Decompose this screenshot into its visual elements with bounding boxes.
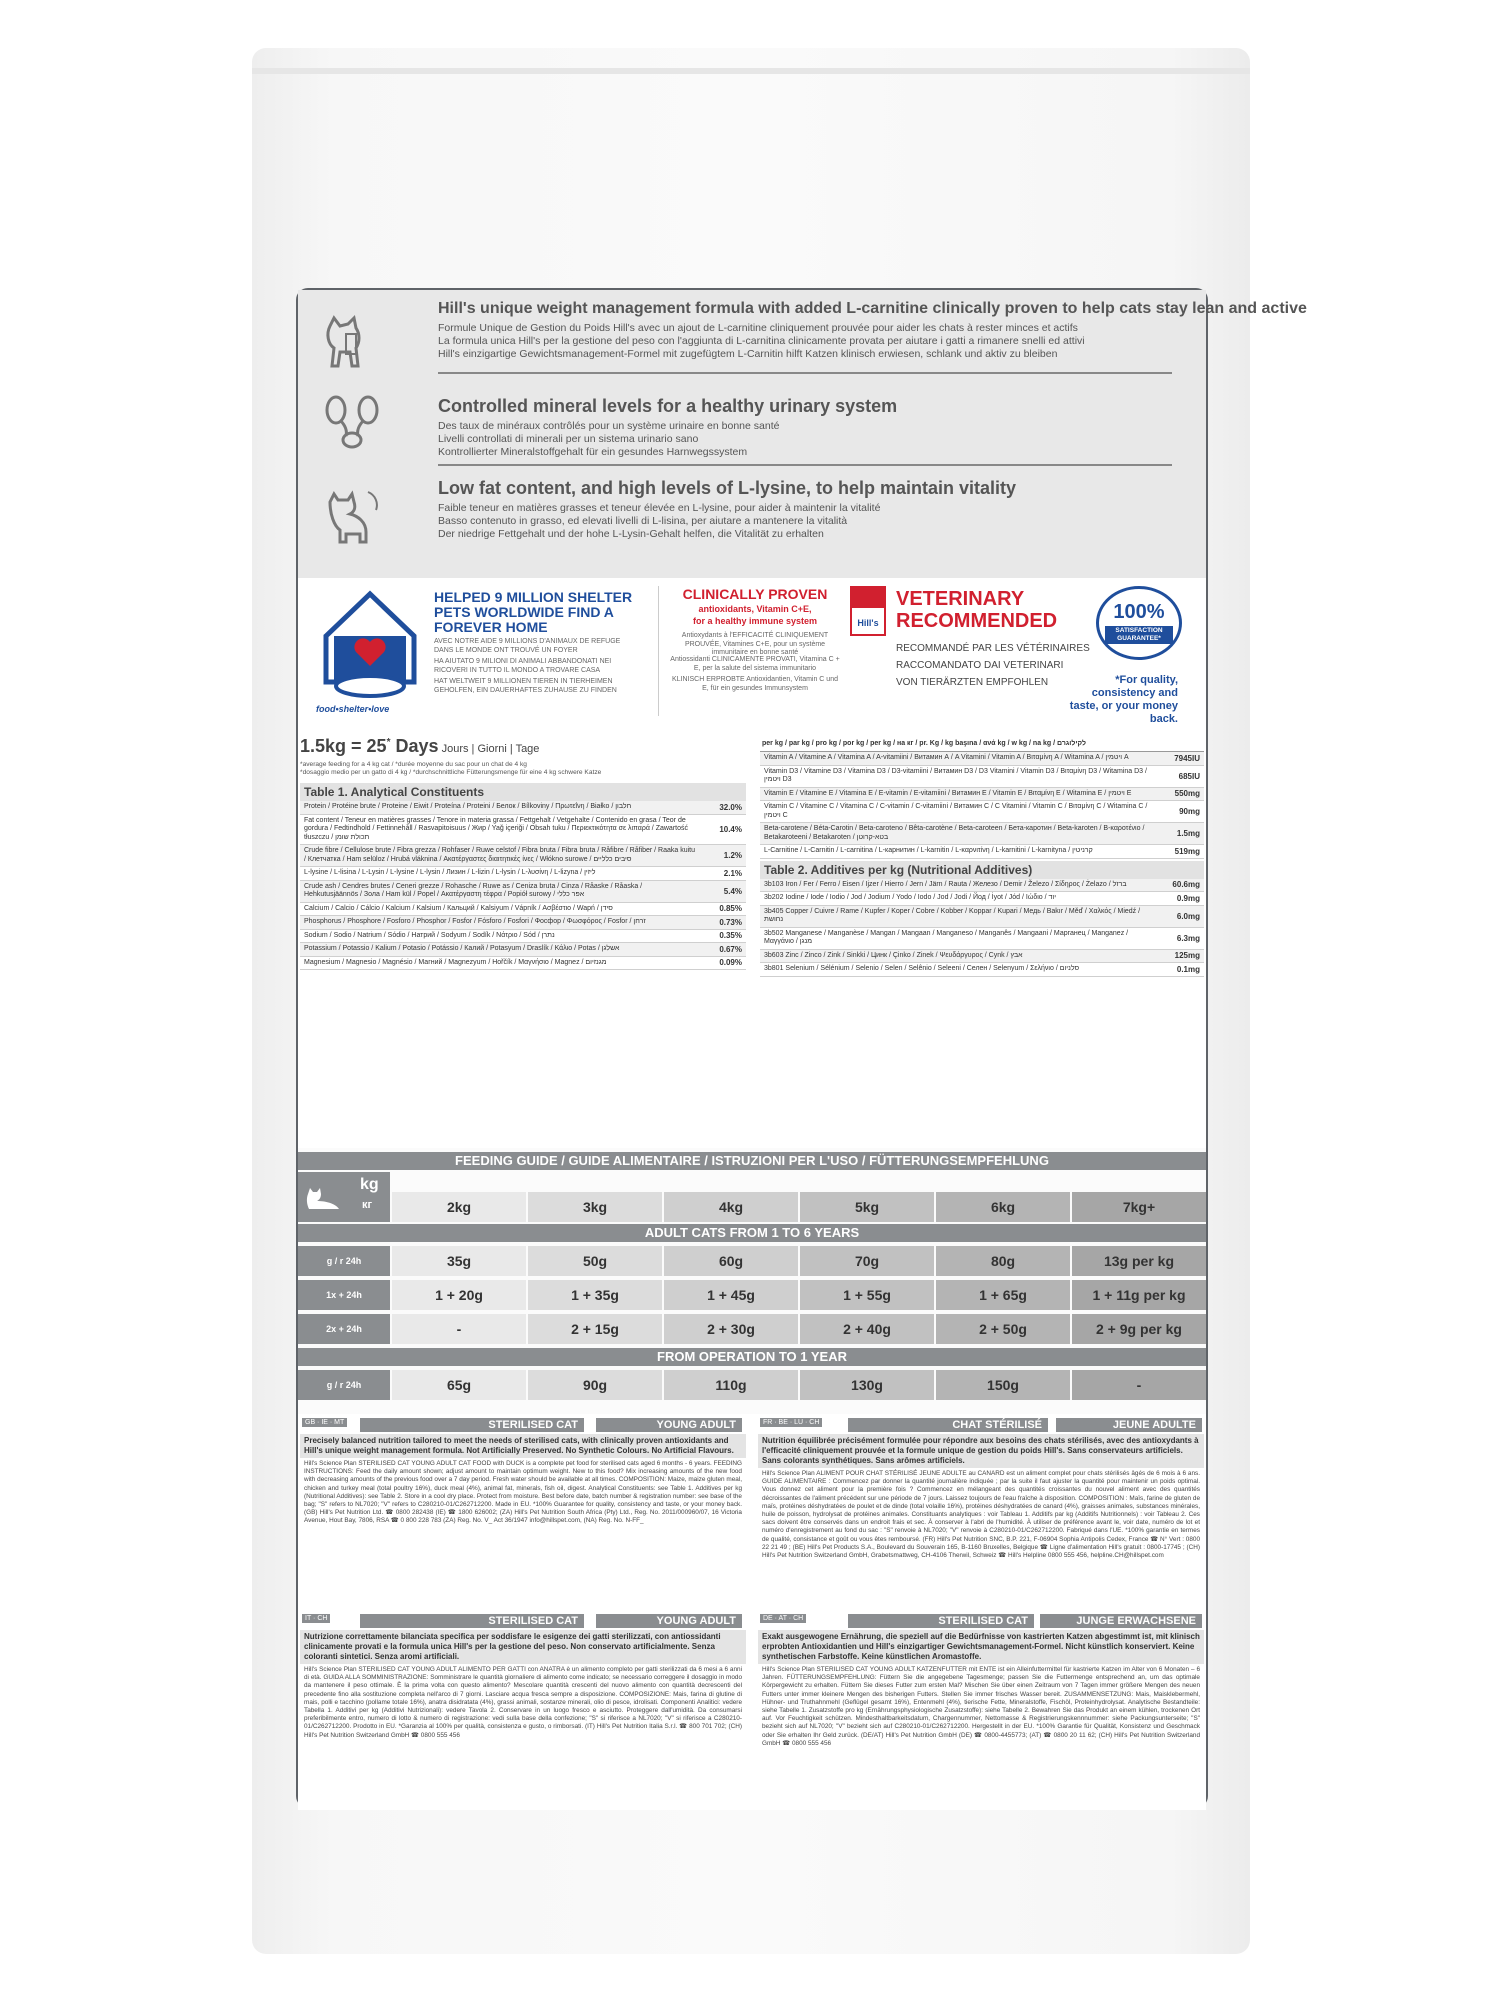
clinical-headline: CLINICALLY PROVEN — [682, 586, 828, 602]
table-row — [760, 823, 1204, 845]
per-kg-header: per kg / par kg / pro kg / por kg / per kg / на кг / pr. Kg / kg başına / ανά kg / w kg / na kg / לקילוגרם — [760, 736, 1204, 752]
benefit-vitality-de: Der niedrige Fettgehalt und der hohe L-Lysin-Gehalt helfen, die Vitalität zu erhalten — [438, 528, 824, 540]
shelter-it: HA AIUTATO 9 MILIONI DI ANIMALI ABBANDONATI NEI RICOVERI IN TUTTO IL MONDO A TROVARE CASA — [434, 658, 612, 674]
feeding-cell: 70g — [800, 1246, 934, 1276]
nutrient-value: 90mg — [1179, 807, 1200, 816]
benefit-vitality-it: Basso contenuto in grasso, ed elevati livelli di L-lisina, per aiutare a mantenere la vitalità — [438, 515, 848, 527]
benefit-urinary-de: Kontrollierter Mineralstoffgehalt für ein gesundes Harnwegssystem — [438, 446, 748, 458]
table-row — [300, 867, 746, 881]
benefit-urinary-it: Livelli controllati di minerali per un sistema urinario sano — [438, 433, 699, 445]
table-row — [300, 815, 746, 846]
flags-en: GB · IE · MT — [302, 1418, 347, 1427]
benefit-urinary-headline: Controlled mineral levels for a healthy urinary system — [438, 396, 898, 416]
text-block-fr-header — [758, 1418, 1204, 1432]
benefit-vitality — [298, 478, 1206, 574]
text-block-it-header — [300, 1614, 746, 1628]
flags-de: DE · AT · CH — [760, 1614, 806, 1623]
feeding-cell: 2 + 9g per kg — [1072, 1314, 1206, 1344]
days-star: * — [386, 737, 391, 748]
feeding-cell: 2 + 15g — [528, 1314, 662, 1344]
nutrient-value: 7945IU — [1174, 753, 1200, 763]
nutrient-name: 3b502 Manganese / Manganèse / Mangan / Mangaan / Manganeso / Manganês / Mangaani / Марганец / Manganez / Μαγγάνιο / מנגן — [764, 929, 1129, 945]
table-row — [760, 788, 1204, 802]
text-block-it — [300, 1614, 746, 1742]
table-row — [760, 892, 1204, 906]
nutrient-name: L-lysine / L-lisina / L-Lysin / L-lysine / L-lysin / Лизин / L-lizin / L-lysin / L-λυσίνη / L-lizyna / ליזין — [304, 869, 596, 876]
clinical-fr: Antioxydants à l'EFFICACITÉ CLINIQUEMENT PROUVÉE, Vitamines C+E, pour un système immunitaire en bonne santé — [681, 632, 829, 656]
op-dry-row-icon: g / r 24h — [298, 1370, 390, 1400]
nutrient-name: Crude fibre / Cellulose brute / Fibra grezza / Rohfaser / Ruwe celstof / Fibra bruta / Fibra bruta / Råfibre / Råfiber / Raaka kuitu / Клетчатка / Ham selüloz / Hrubá vláknina / Ακατέργαστες διαιτητικές ίνες / Włókno surowe / סיבים כלליים — [304, 847, 696, 863]
nutrient-name: 3b103 Iron / Fer / Ferro / Eisen / Ijzer / Hierro / Jern / Järn / Rauta / Железо / Demir / Železo / Σίδηρος / Żelazo / ברזל — [764, 880, 1127, 888]
weight-header-cell: 4kg — [664, 1192, 798, 1222]
feeding-cell: 60g — [664, 1246, 798, 1276]
nutrient-name: Calcium / Calcio / Cálcio / Kalcium / Kalsium / Кальций / Kalsiyum / Vápník / Ασβέστιο / Wapń / סידן — [304, 904, 613, 912]
clinical-it: Antiossidanti CLINICAMENTE PROVATI, Vitamina C + E, per la salute del sistema immunitario — [670, 656, 840, 672]
feeding-cell: 50g — [528, 1246, 662, 1276]
feeding-guide-title: FEEDING GUIDE / GUIDE ALIMENTAIRE / ISTRUZIONI PER L'USO / FÜTTERUNGSEMPFEHLUNG — [298, 1152, 1206, 1170]
body-it: Hill's Science Plan STERILISED CAT YOUNG ADULT ALIMENTO PER GATTI con ANATRA è un alimento completo per gatti sterilizzati da 6 mesi a 6 anni di età. GUIDA ALLA SOMMINISTRAZIONE: Somministrare le quantità giornaliere di alimento come indicato; se necessario correggere il dosaggio in modo da mantenere il peso ottimale. È la prima volta con questo alimento? Mescolare quantità crescenti del nuovo alimento con quantità decrescenti del precedente fino alla sostituzione completa nell'arco di 7 giorni. Lasciare acqua fresca sempre a disposizione. COMPOSIZIONE: Mais, farina di glutine di mais, polli e tacchino (pollame totale 16%), anatra disidratata (4%), grassi animali, sostanze minerali, olio di pesce, idrolisati. Componenti Analitici: vedere Tabella 1. Additivi per kg (Additivi Nutrizionali): vedere Tavola 2. Conservare in un luogo fresco e asciutto. Proteggere dall'umidità. Da consumarsi preferibilmente entro, numero di lotto & numero di registrazione: vedi sulla base della confezione; "S" si riferisce a NL7020; "V" si riferisce a C280210-01/C262712200. Prodotto in EU. *Garanzia al 100% per qualità, consistenza e gusto, o rimborsati. (IT) Hill's Pet Nutrition Italia S.r.l. ☎ 800 701 702; (CH) Hill's Pet Nutrition Switzerland GmbH ☎ 0800 555 456 — [304, 1666, 742, 1739]
nutrient-name: 3b801 Selenium / Sélénium / Selenio / Selen / Selênio / Seleeni / Селен / Selenyum / Σελήνιο / סלניום — [764, 965, 1080, 972]
kg-label-cyrillic: кг — [362, 1199, 373, 1211]
feeding-cell: 2 + 40g — [800, 1314, 934, 1344]
shelter-headline: HELPED 9 MILLION SHELTER PETS WORLDWIDE FIND A FOREVER HOME — [434, 589, 633, 635]
table-row — [300, 957, 746, 971]
weight-header-cell: 6kg — [936, 1192, 1070, 1222]
dry-food-row-icon: g / r 24h — [298, 1246, 390, 1276]
benefit-weight-it: La formula unica Hill's per la gestione del peso con l'aggiunta di L-carnitina clinicamente provata per aiutare i gatti a rimanere snelli ed attivi — [438, 335, 1085, 347]
clinical-sub2: for a healthy immune system — [692, 616, 818, 626]
left-column — [300, 736, 746, 970]
feeding-cell: 1 + 55g — [800, 1280, 934, 1310]
table-row — [300, 845, 746, 867]
table-row — [300, 916, 746, 930]
nutrient-name: Vitamin A / Vitamine A / Vitamina A / A-vitamiini / Витамин А / A Vitamini / Vitamin A / Βιταμίνη A / Witamina A / ויטמין A — [764, 754, 1129, 761]
multilingual-text — [298, 1414, 1206, 1810]
cat-vitality-icon — [320, 484, 384, 548]
feeding-cell: 35g — [392, 1246, 526, 1276]
nutrient-name: 3b405 Copper / Cuivre / Rame / Kupfer / Koper / Cobre / Kobber / Koppar / Kupari / Медь / Bakır / Měď / Χαλκός / Miedź / נחושת — [764, 907, 1141, 923]
lead-it: Nutrizione correttamente bilanciata specifica per soddisfare le esigenze dei gatti sterilizzati, con antiossidanti clinicamente provati e la formula unica Hill's per la gestione del peso. Non conservato artificialmente. Senza coloranti sintetici. Senza aromi artificiali. — [300, 1630, 746, 1664]
guarantee-text: SATISFACTION GUARANTEE* — [1105, 626, 1173, 644]
benefit-weight-fr: Formule Unique de Gestion du Poids Hill's avec un ajout de L-carnitine cliniquement prouvée pour aider les chats à rester minces et actifs — [438, 322, 1078, 334]
table-row — [760, 906, 1204, 928]
text-block-fr — [758, 1418, 1204, 1562]
hills-logo-text: Hill's — [857, 618, 879, 628]
nutrient-value: 685IU — [1178, 771, 1200, 781]
guarantee-percent: 100% — [1113, 601, 1165, 623]
tag-young-adult-en: YOUNG ADULT — [596, 1418, 742, 1432]
vet-de: VON TIERÄRZTEN EMPFOHLEN — [896, 677, 1049, 688]
weight-header-cell: 2kg — [392, 1192, 526, 1222]
nutrient-value: 6.3mg — [1176, 933, 1200, 943]
feeding-cell: 2 + 50g — [936, 1314, 1070, 1344]
nutrient-value: 0.35% — [719, 931, 742, 941]
nutrient-value: 1.5mg — [1176, 829, 1200, 838]
nutrient-value: 1.2% — [723, 851, 742, 860]
flags-fr: FR · BE · LU · CH — [760, 1418, 822, 1427]
nutrient-value: 0.67% — [719, 944, 742, 954]
tag-young-adult-de: JUNGE ERWACHSENE — [1040, 1614, 1202, 1628]
urinary-system-icon — [320, 388, 384, 452]
benefit-weight — [298, 296, 1307, 392]
nutrient-name: 3b202 Iodine / Iode / Iodio / Jod / Jodium / Yodo / Iodo / Jod / Jodi / Йод / İyot / Jód / Ιώδιο / יוד — [764, 894, 1057, 901]
feeding-cell: 1 + 20g — [392, 1280, 526, 1310]
table-row — [760, 879, 1204, 893]
table-row — [300, 801, 746, 815]
table1-rows — [300, 801, 746, 970]
divider — [438, 464, 1172, 466]
nutrient-value: 0.85% — [719, 904, 742, 914]
weight-header-cell: 3kg — [528, 1192, 662, 1222]
text-block-en-header — [300, 1418, 746, 1432]
nutrient-name: Sodium / Sodio / Natrium / Sódio / Натрий / Sodyum / Sodík / Νάτριο / Sód / נתרן — [304, 931, 555, 939]
nutrient-value: 2.1% — [723, 868, 742, 878]
feeding-cell: 80g — [936, 1246, 1070, 1276]
benefit-vitality-headline: Low fat content, and high levels of L-lysine, to help maintain vitality — [438, 478, 1017, 498]
feeding-cell: 150g — [936, 1370, 1070, 1400]
benefit-urinary — [298, 386, 1206, 478]
nutrient-value: 550mg — [1174, 789, 1200, 799]
bag-seal-top — [252, 68, 1250, 74]
feeding-cell: 2 + 30g — [664, 1314, 798, 1344]
text-block-de — [758, 1614, 1204, 1750]
nutrient-name: Magnesium / Magnesio / Magnésio / Магний / Magnezyum / Hořčík / Μαγνήσιο / Magnez / מגנזיום — [304, 958, 607, 966]
table2-rows — [760, 879, 1204, 977]
lead-de: Exakt ausgewogene Ernährung, die speziell auf die Bedürfnisse von kastrierten Katzen abgestimmt ist, mit klinisch erprobten Antioxidantien und Hill's einzigartiger Gewichtsmanagement-Formel. Nicht künstlich konserviert. Keine synthetischen Farbstoffe. Keine künstlichen Aromastoffe. — [758, 1630, 1204, 1664]
weight-header-cell: 7kg+ — [1072, 1192, 1206, 1222]
weight-header-cell: 5kg — [800, 1192, 934, 1222]
kg-label: kg — [360, 1176, 379, 1193]
feeding-cell: 13g per kg — [1072, 1246, 1206, 1276]
feeding-cell: 1 + 45g — [664, 1280, 798, 1310]
per-kg-rows — [760, 752, 1204, 859]
wet-1x-row-icon: 1x + 24h — [298, 1280, 390, 1310]
lead-en: Precisely balanced nutrition tailored to meet the needs of sterilised cats, with clinically proven antioxidants and Hill's unique weight management formula. Not Artificially Preserved. No Synthetic Colours. No Artificial Flavours. — [300, 1434, 746, 1458]
days-unit: Days — [390, 736, 439, 756]
nutrient-value: 519mg — [1174, 846, 1200, 856]
wet-2x-row-icon: 2x + 24h — [298, 1314, 390, 1344]
text-block-en — [300, 1418, 746, 1528]
benefit-urinary-fr: Des taux de minéraux contrôlés pour un système urinaire en bonne santé — [438, 420, 780, 432]
body-en: Hill's Science Plan STERILISED CAT YOUNG ADULT CAT FOOD with DUCK is a complete pet food for sterilised cats aged 6 months - 6 years. FEEDING INSTRUCTIONS: Feed the daily amount shown; adjust amount to maintain optimum weight. New to this food? Mix increasing amounts of the new food with decreasing amounts of the previous food over a 7 day period. Fresh water should be available at all times. COMPOSITION: Maize, maize gluten meal, chicken and turkey meal (total poultry 16%), duck meal (4%), animal fat, minerals, fish oil, digest. Analytical Constituents: see Table 1. Additives per kg (Nutritional Additives): see Table 2. Store in a cool dry place. Protect from moisture. Best before date, batch number & registration number: see base of the bag; "S" refers to NL7020; "V" refers to C280210-01/C262712200. Made in EU. *100% Guarantee for quality, consistency and taste, or your money back. (GB) Hill's Pet Nutrition Ltd. ☎ 0800 282438 (IE) ☎ 1800 626002; (ZA) Hill's Pet Nutrition South Africa (Pty) Ltd., Reg. No. 2011/000960/07, 16 Victoria Avenue, Hout Bay, 7806, RSA ☎ 0 800 228 783 (ZA) Reg. No. V_ Act 36/1947 info@hillspet.com, (NA) Reg. No. N-FF_ — [304, 1460, 742, 1525]
divider — [658, 586, 659, 716]
days-note-2: *dosaggio medio per un gatto di 4 kg / *durchschnittliche Fütterungsmenge für eine 4 kg schwere Katze — [300, 769, 602, 776]
table-row — [760, 752, 1204, 766]
table-row — [760, 766, 1204, 788]
nutrient-value: 60.6mg — [1172, 880, 1200, 890]
benefit-vitality-fr: Faible teneur en matières grasses et teneur élevée en L-lysine, pour aider à maintenir la vitalité — [438, 502, 881, 514]
adult-cats-bar: ADULT CATS FROM 1 TO 6 YEARS — [298, 1224, 1206, 1242]
text-block-de-header — [758, 1614, 1204, 1628]
table-row — [300, 930, 746, 944]
table2-title: Table 2. Additives per kg (Nutritional Additives) — [760, 861, 1204, 879]
nutrient-name: Potassium / Potassio / Kalium / Potasio / Potássio / Калий / Potasyum / Draslík / Κάλιο / Potas / אשלגן — [304, 945, 620, 952]
nutrient-name: Vitamin E / Vitamine E / Vitamina E / E-vitamin / E-vitamiini / Витамин Е / Vitamin E / Βιταμίνη E / Witamina E / ויטמין E — [764, 789, 1132, 797]
feeding-cell: - — [1072, 1370, 1206, 1400]
feeding-cell: 110g — [664, 1370, 798, 1400]
vet-headline-2: RECOMMENDED — [896, 610, 1058, 632]
nutrient-name: 3b603 Zinc / Zinco / Zink / Sinkki / Цинк / Çinko / Zinek / Ψευδάργυρος / Cynk / אבץ — [764, 951, 1023, 959]
table1-title: Table 1. Analytical Constituents — [300, 783, 746, 801]
nutrient-value: 0.9mg — [1176, 893, 1200, 903]
nutrient-name: Beta-carotene / Béta-Carotin / Beta-caroteno / Bêta-carotène / Beta-caroteen / Бета-каротин / Beta-karoten / Β-καροτένιο / Betakaroteeni / Betakaroten / בטא-קרוטן — [764, 825, 1145, 841]
nutrition-tables — [298, 728, 1206, 1148]
from-operation-bar: FROM OPERATION TO 1 YEAR — [298, 1348, 1206, 1366]
back-label — [296, 288, 1307, 1808]
right-column — [760, 736, 1204, 977]
nutrient-name: Protein / Protéine brute / Proteine / Eiwit / Proteína / Proteini / Белок / Bílkoviny / Πρωτεΐνη / Białko / חלבון — [304, 803, 632, 810]
hills-logo — [850, 586, 886, 636]
cat-weight-header-icon — [298, 1172, 390, 1222]
shelter-fr: AVEC NOTRE AIDE 9 MILLIONS D'ANIMAUX DE REFUGE DANS LE MONDE ONT TROUVÉ UN FOYER — [434, 638, 621, 654]
lead-fr: Nutrition équilibrée précisément formulée pour répondre aux besoins des chats stérilisés, avec des antioxydants à l'efficacité cliniquement prouvée et la formule unique de gestion du poids Hill's. Sans conservateurs artificiels. Sans colorants synthétiques. Sans arômes artificiels. — [758, 1434, 1204, 1468]
feeding-cell: 1 + 65g — [936, 1280, 1070, 1310]
table-row — [760, 963, 1204, 977]
nutrient-value: 32.0% — [719, 802, 742, 812]
benefit-weight-de: Hill's einzigartige Gewichtsmanagement-Formel mit zugefügtem L-Carnitin hilft Katzen klinisch erwiesen, schlank und aktiv zu bleiben — [438, 348, 1058, 360]
nutrient-value: 10.4% — [719, 824, 742, 834]
nutrient-name: Vitamin D3 / Vitamine D3 / Vitamina D3 / D3-vitamiini / Витамин D3 / D3 Vitamini / Vitamin D3 / Βιταμίνη D3 / Witamina D3 / ויטמין D3 — [764, 767, 1147, 783]
shelter-de: HAT WELTWEIT 9 MILLIONEN TIEREN IN TIERHEIMEN GEHOLFEN, EIN DAUERHAFTES ZUHAUSE ZU FINDEN — [434, 678, 617, 694]
body-fr: Hill's Science Plan ALIMENT POUR CHAT STÉRILISÉ JEUNE ADULTE au CANARD est un aliment complet pour chats stérilisés âgés de 6 mois à 6 ans. GUIDE ALIMENTAIRE : Commencez par donner la quantité journalière indiquée ; par la suite il faut ajuster la quantité pour maintenir un poids optimal. Vous donnez cet aliment pour la première fois ? Commencez en mélangeant des quantités croissantes du nouvel aliment avec des quantités décroissantes de l'aliment précédent sur une période de 7 jours. Laissez toujours de l'eau fraîche à disposition. COMPOSITION : Maïs, farine de gluten de maïs, protéines déshydratées de poulet et de dinde (total volaille 16%), protéines déshydratées de canard (4%), graisses animales, substances minérales, huile de poisson, hydrolysat de protéines animales. Constituants analytiques : voir Tableau 1. Additifs par kg (Additifs Nutritionnels) : voir Tableau 2. Ces sacs doivent être conservés dans un endroit frais et sec. À conserver à l'abri de l'humidité. À utiliser de préférence avant le, voir date, numéro de lot et numéro d'enregistrement au fond du sac : "S" renvoie à NL7020; "V" renvoie à C280210-01/C262712200. Fabriqué dans l'UE. *100% garantie en termes de qualité, consistance et goût ou vous êtes remboursé. (FR) Hill's Pet Nutrition SNC, B.P. 221, F-06904 Sophia Antipolis Cedex, France ☎ N° Vert : 0800 22 21 49 ; (BE) Hill's Pet Products S.A., Boulevard du Souverain 165, B-1160 Bruxelles, Belgique ☎ Ligne d'alimentation Hill's gratuit : 0800-17745 ; (CH) Hill's Pet Nutrition Switzerland GmbH, Grabetsmattweg, CH-4106 Therwil, Schweiz ☎ Hill's Helpline 0800 555 456, helpline.CH@hillspet.com — [762, 1470, 1200, 1560]
table-row — [760, 845, 1204, 859]
quality-note: *For quality, consistency and taste, or your money back. — [1069, 674, 1178, 725]
feeding-cell: - — [392, 1314, 526, 1344]
tag-sterilised-it: STERILISED CAT — [360, 1614, 584, 1628]
vet-fr: RECOMMANDÉ PAR LES VÉTÉRINAIRES — [896, 643, 1090, 654]
flags-it: IT · CH — [302, 1614, 330, 1623]
days-langs: Jours | Giorni | Tage — [438, 743, 540, 755]
clinical-de: KLINISCH ERPROBTE Antioxidantien, Vitamin C und E, für ein gesundes Immunsystem — [671, 676, 838, 692]
body-de: Hill's Science Plan STERILISED CAT YOUNG ADULT KATZENFUTTER mit ENTE ist ein Alleinfuttermittel für kastrierte Katzen im Alter von 6 Monaten – 6 Jahren. FÜTTERUNGSEMPFEHLUNG: Füttern Sie die angegebene Tagesmenge; passen Sie die Futtermenge entsprechend an, um das optimale Körpergewicht zu erhalten. Füttern Sie dieses Futter zum ersten Mal? Mischen Sie über einen Zeitraum von 7 Tagen immer größere Mengen des neuen Futters unter immer kleinere Mengen des bisherigen Futters. Stellen Sie immer frisches Wasser bereit. ZUSAMMENSETZUNG: Mais, Maisklebermehl, Hühner- und Truthahnmehl (Geflügel gesamt 16%), Entenmehl (4%), tierische Fette, Mineralstoffe, Fischöl, Proteinhydrolysat. Analytische Bestandteile: siehe Tabelle 1. Zusatzstoffe pro kg (Ernährungsphysiologische Zusatzstoffe): siehe Tabelle 2. Bewahren Sie das Produkt an einem kühlen, trockenen Ort auf. Vor Feuchtigkeit schützen. Mindesthaltbarkeitsdatum, Chargennummer, Nettomasse & Registrierungskennnummer: siehe Packungsunterseite; "S" bezieht sich auf NL7020; "V" bezieht sich auf C280210-01/C262712200. Hergestellt in der EU. *100% Garantie für Qualität, Konsistenz und Geschmack oder Sie erhalten Ihr Geld zurück. (DE/AT) Hill's Pet Nutrition GmbH (DE) ☎ 0800-4455773; (AT) ☎ 0800 20 11 62; (CH) Hill's Pet Nutrition Switzerland GmbH ☎ 0800 555 456 — [762, 1666, 1200, 1747]
vet-it: RACCOMANDATO DAI VETERINARI — [896, 660, 1064, 671]
feeding-cell: 130g — [800, 1370, 934, 1400]
shelter-tagline: food•shelter•love — [316, 704, 390, 714]
tag-sterilised-en: STERILISED CAT — [360, 1418, 584, 1432]
tag-sterilised-fr: CHAT STÉRILISÉ — [848, 1418, 1048, 1432]
nutrient-name: Fat content / Teneur en matières grasses / Tenore in materia grassa / Fettgehalt / Vetgehalte / Contenido en grasa / Teor de gordura / Fedtindhold / Fettinnehåll / Rasvapitoisuus / Жир / Yağ içeriği / Obsah tuku / Περιεκτικότητα σε λιπαρά / Zawartość tłuszczu / תכולת שומן — [304, 816, 688, 841]
benefits-panel — [298, 290, 1307, 578]
nutrient-value: 5.4% — [723, 886, 742, 896]
days-main: 1.5kg = 25 — [300, 736, 387, 756]
table-row — [760, 928, 1204, 950]
nutrient-name: Phosphorus / Phosphore / Fosforo / Phosphor / Fosfor / Fósforo / Fosfori / Фосфор / Φωσφόρος / Fosfor / זרחן — [304, 918, 646, 925]
tag-young-adult-it: YOUNG ADULT — [596, 1614, 742, 1628]
clinical-sub1: antioxidants, Vitamin C+E, — [698, 604, 812, 614]
nutrient-name: Crude ash / Cendres brutes / Ceneri grezze / Rohasche / Ruwe as / Ceniza bruta / Cinza / Råaske / Råaska / Hehkutusjäännös / Зола / Ham kül / Popel / Ακατέργαστη τέφρα / Popiół surowy / אפר כללי — [304, 882, 643, 898]
feeding-cell: 1 + 11g per kg — [1072, 1280, 1206, 1310]
nutrient-name: Vitamin C / Vitamine C / Vitamina C / C-vitamin / C-vitamiini / Витамин С / C Vitamini / Vitamin C / Βιταμίνη C / Witamina C / ויטמין C — [764, 803, 1148, 819]
nutrient-value: 125mg — [1174, 951, 1200, 961]
badges-strip — [298, 578, 1206, 728]
table-row — [300, 943, 746, 957]
days-note-1: *average feeding for a 4 kg cat / *durée moyenne du sac pour un chat de 4 kg — [300, 761, 527, 768]
feeding-cell: 1 + 35g — [528, 1280, 662, 1310]
vet-headline-1: VETERINARY — [896, 588, 1025, 610]
feeding-guide — [298, 1152, 1206, 1414]
nutrient-value: 0.73% — [719, 917, 742, 927]
cat-weight-icon — [320, 308, 384, 372]
feeding-cell: 90g — [528, 1370, 662, 1400]
guarantee-seal — [1096, 586, 1182, 660]
table-row — [300, 903, 746, 917]
tag-sterilised-de: STERILISED CAT — [848, 1614, 1034, 1628]
shelter-logo-icon — [316, 586, 424, 712]
nutrient-value: 0.09% — [719, 958, 742, 968]
nutrient-name: L-Carnitine / L-Carnitin / L-carnitina / L-карнитин / L-karnitin / L-καρνιτίνη / L-karnitini / L-karnityna / קרניטין — [764, 847, 1093, 854]
days-per-bag — [300, 736, 746, 757]
divider — [438, 372, 1172, 374]
table-row — [300, 881, 746, 903]
table-row — [760, 950, 1204, 964]
cat-silhouette-icon — [304, 1184, 348, 1212]
tag-young-adult-fr: JEUNE ADULTE — [1056, 1418, 1202, 1432]
table-row — [760, 801, 1204, 823]
feeding-cell: 65g — [392, 1370, 526, 1400]
nutrient-value: 0.1mg — [1176, 964, 1200, 974]
benefit-weight-headline: Hill's unique weight management formula with added L-carnitine clinically proven to help cats stay lean and active — [438, 300, 1307, 317]
nutrient-value: 6.0mg — [1176, 911, 1200, 921]
